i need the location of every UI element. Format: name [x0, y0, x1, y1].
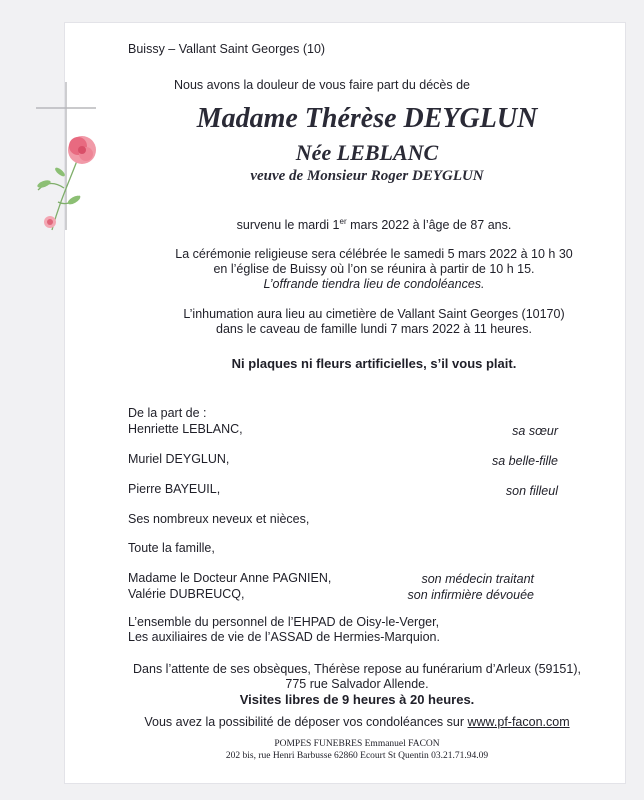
widow-of: veuve de Monsieur Roger DEYGLUN: [250, 168, 484, 184]
visiting-hours: Visites libres de 9 heures à 20 heures.: [239, 692, 475, 707]
offering-text: L’offrande tiendra lieu de condoléances.: [263, 277, 485, 291]
family-member-relation: son filleul: [505, 484, 558, 498]
all-family-line: Toute la famille,: [128, 541, 215, 555]
death-suffix: mars 2022 à l’âge de 87 ans.: [346, 218, 512, 232]
condolences-line: [0, 715, 644, 729]
ceremony-line-2: en l’église de Buissy où l’on se réunira à partir de 10 h 15.: [213, 262, 535, 276]
burial-line-1: L’inhumation aura lieu au cimetière de Vallant Saint Georges (10170): [183, 307, 565, 321]
footer-address: 202 bis, rue Henri Barbusse 62860 Ecourt St Quentin 03.21.71.94.09: [225, 751, 489, 761]
family-member-name: Muriel DEYGLUN,: [128, 452, 230, 466]
caregiver-name: Valérie DUBREUCQ,: [128, 587, 245, 601]
ceremony-line-1: La cérémonie religieuse sera célébrée le samedi 5 mars 2022 à 10 h 30: [175, 247, 573, 261]
staff-line-1: L’ensemble du personnel de l’EHPAD de Oisy-le-Verger,: [128, 615, 440, 629]
family-member-relation: sa sœur: [512, 424, 558, 438]
no-flowers-notice: Ni plaques ni fleurs artificielles, s’il vous plait.: [231, 356, 517, 371]
funeral-home-line-1: Dans l’attente de ses obsèques, Thérèse repose au funérarium d’Arleux (59151),: [133, 662, 581, 676]
family-member-name: Henriette LEBLANC,: [128, 422, 243, 436]
location-header: Buissy – Vallant Saint Georges (10): [128, 42, 326, 56]
death-prefix: survenu le mardi 1: [236, 218, 340, 232]
death-date: [0, 218, 644, 232]
maiden-name: Née LEBLANC: [295, 140, 439, 165]
nephews-line: Ses nombreux neveux et nièces,: [128, 512, 310, 526]
caregiver-relation: son infirmière dévouée: [407, 588, 534, 602]
death-sup: er: [339, 217, 347, 226]
footer-company: POMPES FUNEBRES Emmanuel FACON: [274, 739, 440, 749]
family-intro: De la part de :: [128, 406, 207, 420]
condolences-text: Vous avez la possibilité de déposer vos condoléances sur: [144, 715, 468, 729]
deceased-name: Madame Thérèse DEYGLUN: [196, 103, 538, 134]
funeral-home-line-2: 775 rue Salvador Allende.: [285, 677, 429, 691]
family-member-relation: sa belle-fille: [491, 454, 558, 468]
intro-text: Nous avons la douleur de vous faire part du décès de: [173, 78, 471, 92]
caregiver-relation: son médecin traitant: [421, 572, 534, 586]
caregiver-name: Madame le Docteur Anne PAGNIEN,: [128, 571, 332, 585]
burial-line-2: dans le caveau de famille lundi 7 mars 2022 à 11 heures.: [216, 322, 532, 336]
condolences-link[interactable]: www.pf-facon.com: [467, 715, 570, 729]
family-member-name: Pierre BAYEUIL,: [128, 482, 221, 496]
staff-line-2: Les auxiliaires de vie de l’ASSAD de Hermies-Marquion.: [128, 630, 440, 644]
